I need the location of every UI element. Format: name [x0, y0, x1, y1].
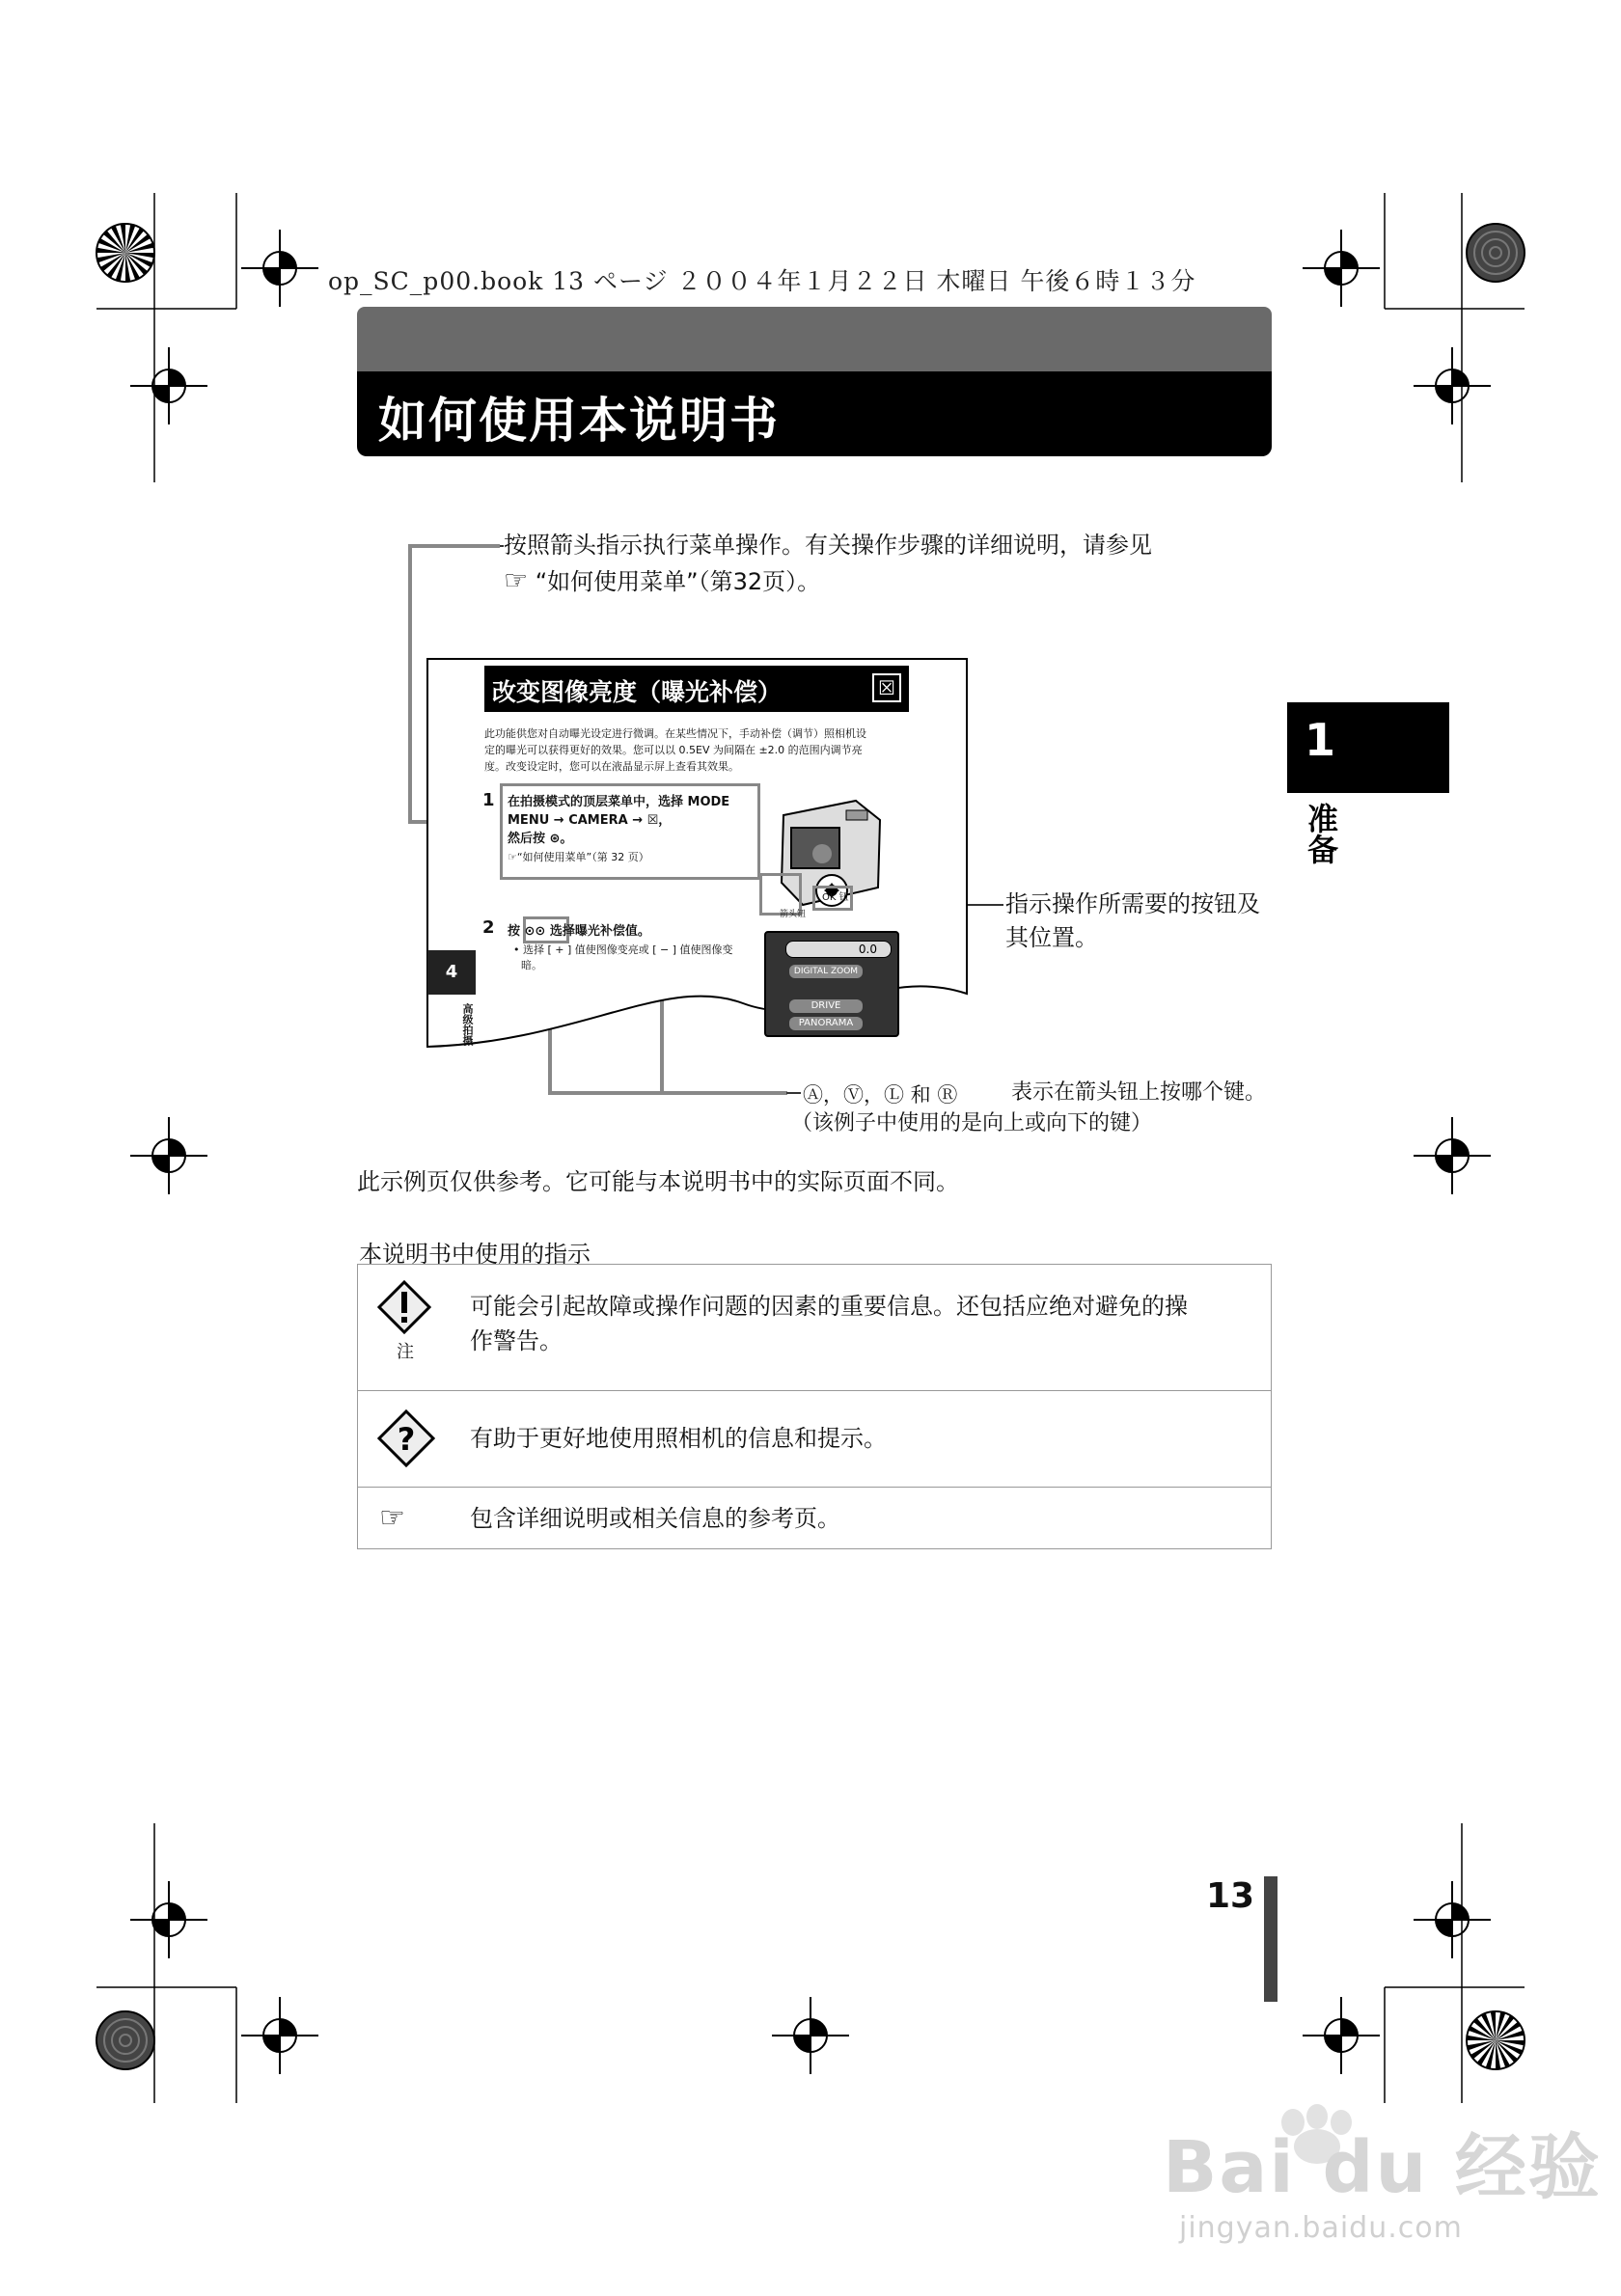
callout-right-line1: 指示操作所需要的按钮及	[1005, 890, 1260, 917]
example-intro-line3: 度。改变设定时，您可以在液晶显示屏上查看其效果。	[484, 760, 739, 773]
reference-icon: ☞	[379, 1501, 405, 1535]
svg-text:?: ?	[397, 1421, 416, 1458]
example-arrow-label: 箭头钮	[780, 910, 807, 919]
example-step1-number: 1	[482, 790, 495, 810]
page-number-bar	[1264, 1876, 1278, 2002]
lcd-item-digital-zoom: DIGITAL ZOOM	[789, 965, 863, 978]
example-step1-ref: ☞“如何使用菜单”（第 32 页）	[508, 851, 649, 863]
watermark-url: jingyan.baidu.com	[1179, 2211, 1463, 2245]
indicators-table	[357, 1264, 1272, 1549]
example-intro-line2: 定的曝光可以获得更好的效果。您可以以 0.5EV 为间隔在 ±2.0 的范围内调节亮	[484, 744, 863, 756]
caution-icon	[377, 1280, 431, 1334]
indicator-reference-line1: 包含详细说明或相关信息的参考页。	[470, 1505, 840, 1532]
chapter-number: 1	[1305, 714, 1336, 766]
watermark-brand: Bai du 经验	[1163, 2126, 1602, 2209]
example-title: 改变图像亮度（曝光补偿）	[492, 678, 783, 706]
exposure-icon: ☒	[872, 673, 901, 702]
callout-bottom-line1: 表示在箭头钮上按哪个键。	[1011, 1080, 1267, 1105]
table-divider	[358, 1390, 1271, 1391]
example-step1-line3: 然后按 ⊛。	[508, 832, 573, 846]
example-ok-label: OK 钮	[822, 892, 849, 903]
print-header: op_SC_p00.book 13 ページ ２００４年１月２２日 木曜日 午後６時１３分	[328, 267, 1196, 295]
tip-icon	[377, 1409, 435, 1467]
example-step2-number: 2	[482, 917, 495, 938]
sample-page-note: 此示例页仅供参考。它可能与本说明书中的实际页面不同。	[357, 1168, 959, 1195]
example-intro-line1: 此功能供您对自动曝光设定进行微调。在某些情况下，手动补偿（调节）照相机设	[484, 727, 866, 740]
example-step1-line1: 在拍摄模式的顶层菜单中，选择 MODE	[508, 795, 730, 809]
callout-top-line2: “如何使用菜单”（第32页）。	[535, 568, 821, 595]
page-title: 如何使用本说明书	[378, 393, 780, 449]
lcd-value-box: 0.0	[785, 941, 892, 958]
chapter-label: 准备	[1303, 803, 1339, 864]
example-step2-sub1: • 选择 [ + ] 值使图像变亮或 [ − ] 值使图像变	[513, 943, 733, 956]
callout-top-line1: 按照箭头指示执行菜单操作。有关操作步骤的详细说明，请参见	[504, 532, 1152, 559]
example-step2-sub2: 暗。	[521, 959, 542, 971]
indicator-caution-line1: 可能会引起故障或操作问题的因素的重要信息。还包括应绝对避免的操	[470, 1293, 1188, 1320]
callout-bottom-line2: （该例子中使用的是向上或向下的键）	[791, 1111, 1153, 1135]
example-chapter-tab: 4	[427, 950, 476, 995]
callout-right-line2: 其位置。	[1005, 924, 1098, 951]
callout-bottom-keys: Ⓐ，Ⓥ，Ⓛ 和 Ⓡ	[803, 1083, 958, 1107]
example-side-label: 高级拍摄	[461, 1003, 474, 1046]
reference-icon: ☞	[504, 564, 529, 596]
example-step2-text: 按 ⊙⊙ 选择曝光补偿值。	[508, 924, 650, 939]
indicator-tip-line1: 有助于更好地使用照相机的信息和提示。	[470, 1425, 887, 1452]
indicators-heading: 本说明书中使用的指示	[359, 1241, 591, 1268]
page-number: 13	[1206, 1876, 1255, 1916]
lcd-item-panorama: PANORAMA	[789, 1017, 863, 1030]
example-step1-line2: MENU → CAMERA → ☒，	[508, 813, 672, 828]
indicator-caution-line2: 作警告。	[470, 1327, 563, 1354]
caution-icon-label: 注	[397, 1342, 414, 1362]
lcd-item-drive: DRIVE	[789, 999, 863, 1013]
table-divider	[358, 1487, 1271, 1488]
